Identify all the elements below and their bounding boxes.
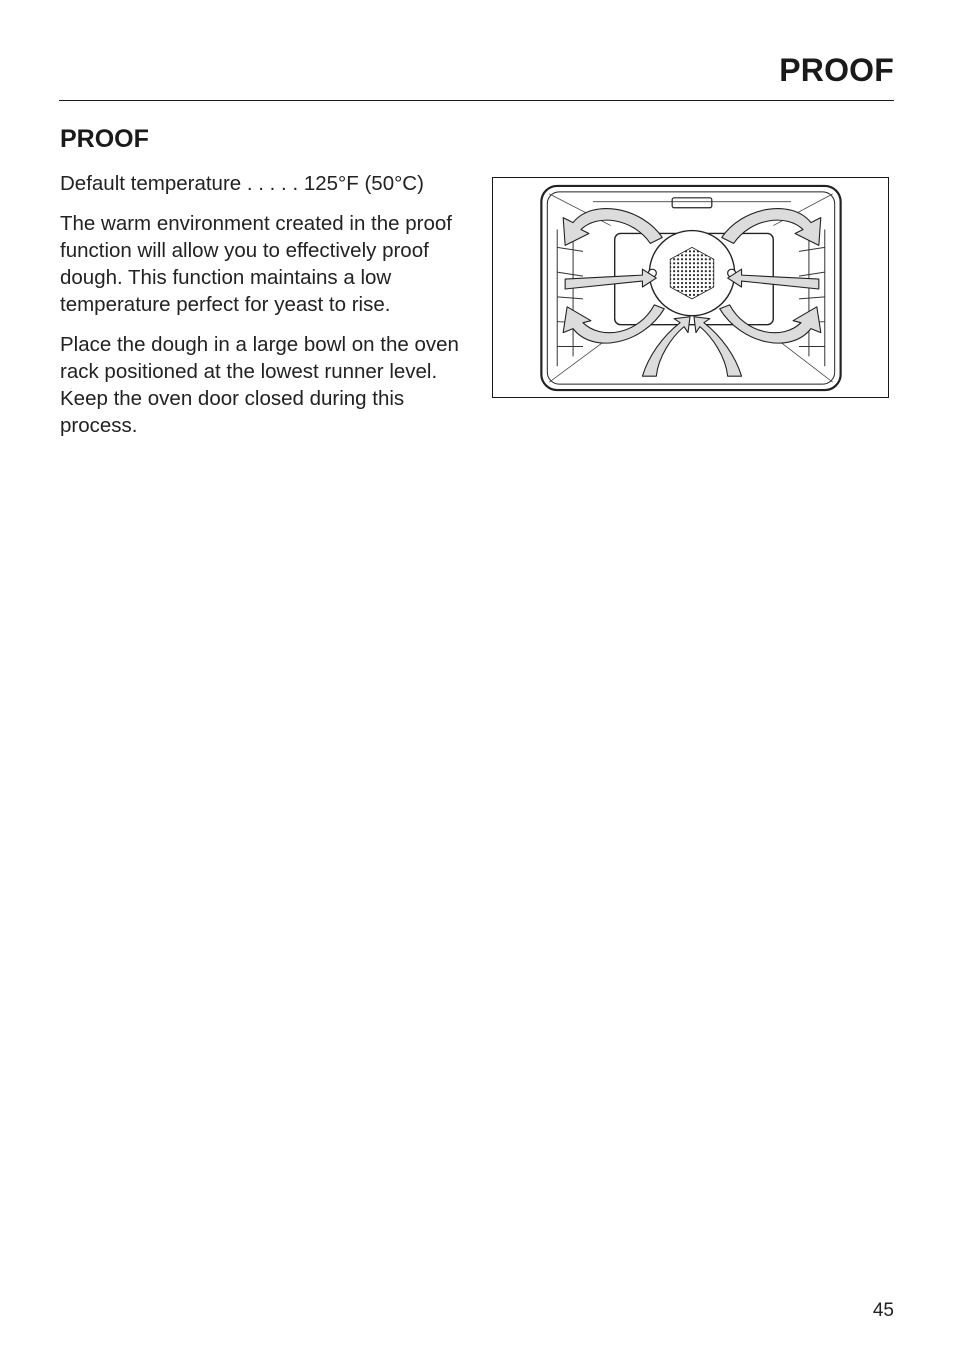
paragraph-instructions: Place the dough in a large bowl on the oven rack positioned at the lowest runner level. Keep the oven door closed during this process. (60, 333, 459, 437)
section-title: PROOF (60, 125, 149, 153)
spec-value: 125°F (50°C) (303, 172, 424, 195)
spec-label: Default temperature (60, 172, 242, 195)
oven-airflow-figure (492, 177, 889, 398)
header-rule (59, 100, 894, 101)
body-text (60, 170, 480, 452)
running-header-title: PROOF (779, 52, 894, 88)
page-number: 45 (872, 1300, 894, 1321)
spec-leader: . . . . . (241, 172, 304, 195)
default-temperature-row (60, 170, 480, 197)
paragraph-intro: The warm environment created in the proof function will allow you to effectively proof dough. This function maintains a low temperature perfect for yeast to rise. (60, 212, 452, 316)
oven-fan-airflow-icon (493, 178, 888, 397)
